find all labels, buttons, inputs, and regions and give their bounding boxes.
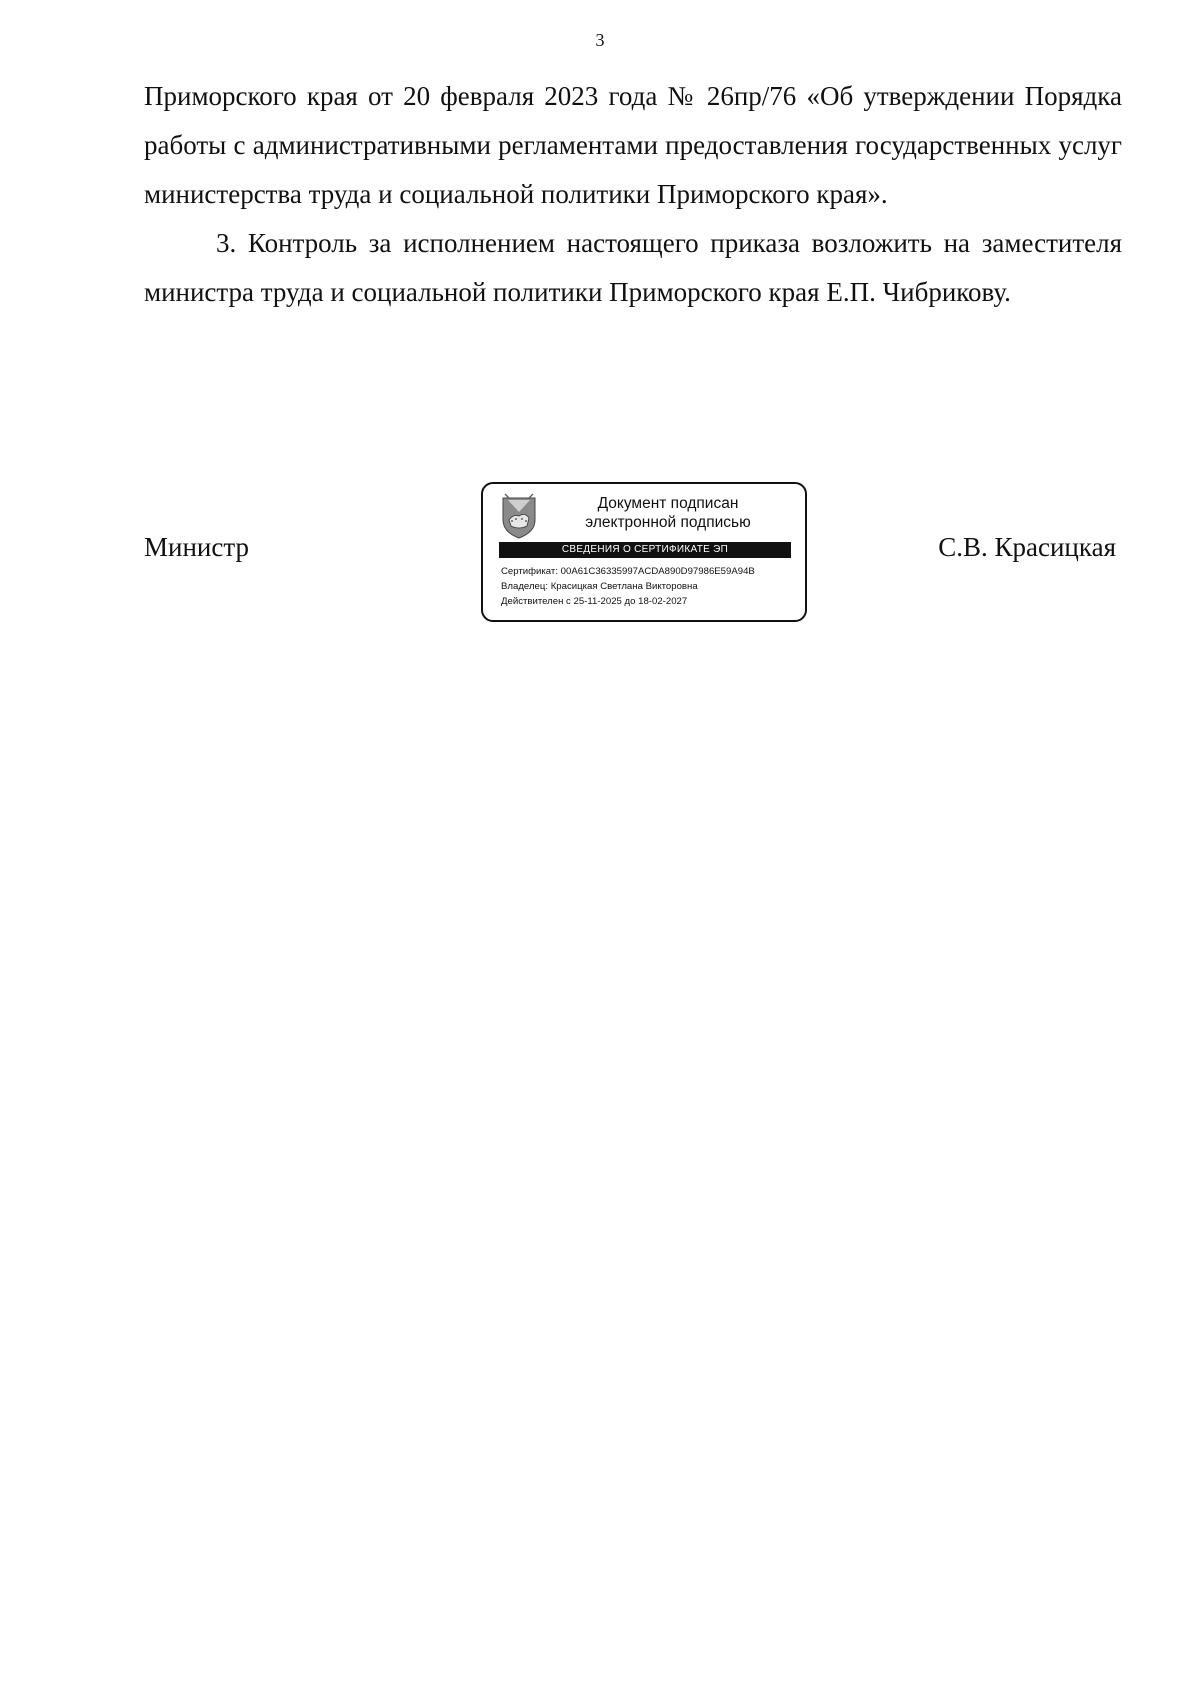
- paragraph-continuation: [144, 72, 1122, 219]
- text-line: Порядка работы с административными регламентами предоставления: [144, 81, 1122, 160]
- document-body: [144, 72, 1122, 317]
- text-line: государственных услуг министерства труда и социальной политики: [144, 130, 1122, 209]
- coat-of-arms-icon: [499, 490, 539, 540]
- stamp-details: [501, 564, 797, 609]
- stamp-header-line: электронной подписью: [585, 514, 751, 531]
- certificate-validity: Действителен с 25-11-2025 до 18-02-2027: [501, 596, 688, 607]
- page-number: 3: [595, 30, 605, 50]
- text-line: Приморского края от 20 февраля 2023 года № 26пр/76 «Об утверждении: [144, 81, 1015, 111]
- signer-name: С.В. Красицкая: [938, 532, 1116, 562]
- stamp-certificate-bar: СВЕДЕНИЯ О СЕРТИФИКАТЕ ЭП: [499, 542, 791, 558]
- text-line: Приморского края».: [656, 179, 888, 209]
- text-line: на заместителя министра труда и социальной политики Приморского края: [144, 228, 1123, 307]
- text-line: 3. Контроль за исполнением настоящего приказа возложить: [216, 228, 932, 258]
- text-line: Е.П. Чибрикову.: [826, 277, 1011, 307]
- stamp-header: [543, 494, 793, 532]
- certificate-number: Сертификат: 00A61C36335997ACDA890D97986E59A94B: [501, 566, 755, 577]
- signature-block: [144, 480, 1122, 630]
- electronic-signature-stamp: [481, 482, 807, 622]
- certificate-owner: Владелец: Красицкая Светлана Викторовна: [501, 581, 698, 592]
- stamp-header-line: Документ подписан: [597, 495, 739, 512]
- paragraph-3: [144, 219, 1122, 317]
- signer-role: Министр: [144, 532, 249, 562]
